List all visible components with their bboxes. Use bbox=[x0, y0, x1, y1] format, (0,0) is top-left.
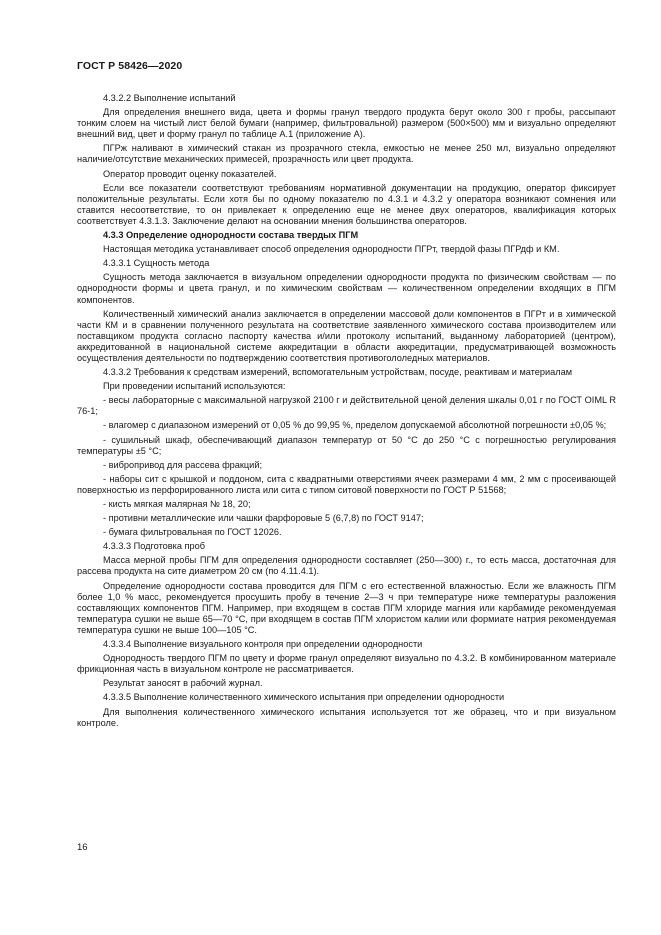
paragraph: Оператор проводит оценку показателей. bbox=[103, 168, 277, 179]
paragraph: Для выполнения количественного химического испытания используется тот же образец, что и при визуальном контроле. bbox=[77, 706, 616, 728]
list-item: - сушильный шкаф, обеспечивающий диапазон температур от 50 °С до 250 °С с погрешностью регулирования температуры ±5 °С; bbox=[77, 434, 616, 456]
standard-header: ГОСТ Р 58426—2020 bbox=[77, 60, 183, 72]
section-heading: 4.3.3.4 Выполнение визуального контроля при определении однородности bbox=[103, 639, 423, 650]
document-body bbox=[77, 93, 616, 732]
section-heading: 4.3.3.5 Выполнение количественного химического испытания при определении однородности bbox=[103, 692, 505, 703]
paragraph: Сущность метода заключается в визуальном определении однородности продукта по физическим свойствам — по однородности формы и цвета гранул, и по химическим свойствам — количественном определении входящих в ПГМ компонентов. bbox=[77, 272, 616, 305]
paragraph: Результат заносят в рабочий журнал. bbox=[103, 678, 263, 689]
list-item: - наборы сит с крышкой и поддоном, сита с квадратными отверстиями ячеек размерами 4 мм, 2 мм с просеивающей поверхностью из перфорированного листа или сита с типом ситовой поверхности по ГОСТ Р 51568; bbox=[77, 473, 616, 495]
paragraph: ПГРж наливают в химический стакан из прозрачного стекла, емкостью не менее 250 мл, визуально определяют наличие/отсутствие механических примесей, прозрачность или цвет продукта. bbox=[77, 143, 616, 165]
paragraph: Масса мерной пробы ПГМ для определения однородности составляет (250—300) г., то есть масса, достаточная для рассева продукта на сите диаметром 20 см (по 4.11.4.1). bbox=[77, 555, 616, 577]
list-item: - вибропривод для рассева фракций; bbox=[103, 459, 263, 470]
list-item: - бумага фильтровальная по ГОСТ 12026. bbox=[103, 527, 282, 538]
paragraph: Для определения внешнего вида, цвета и формы гранул твердого продукта берут около 300 г пробы, рассыпают тонким слоем на чистый лист белой бумаги (например, фильтровальной) размером (500×500) мм и визуально определяют внешний вид, цвет и форму гранул по таблице А.1 (приложение А). bbox=[77, 107, 616, 140]
paragraph: Настоящая методика устанавливает способ определения однородности ПГРт, твердой фазы ПГРдф и КМ. bbox=[103, 244, 560, 255]
paragraph: Однородность твердого ПГМ по цвету и форме гранул определяют визуально по 4.3.2. В комбинированном материале фрикционная часть в визуальном контроле не рассматривается. bbox=[77, 653, 616, 675]
section-heading: 4.3.3.1 Сущность метода bbox=[103, 258, 210, 269]
section-heading: 4.3.3.2 Требования к средствам измерений, вспомогательным устройствам, посуде, реактивам и материалам bbox=[103, 367, 573, 378]
paragraph: Если все показатели соответствуют требованиям нормативной документации на продукцию, оператор фиксирует положительные результаты. Если хотя бы по одному показателю по 4.3.1 и 4.3.2 у оператора возникают сомнения или ставится несоответствие, то он привлекает к определению еще не менее двух операторов, квалификация которых соответствует 4.3.1.3. Заключение делают на основании мнения большинства операторов. bbox=[77, 182, 616, 226]
list-item: - весы лабораторные с максимальной нагрузкой 2100 г и действительной ценой деления шкалы 0,01 г по ГОСТ OIML R 76-1; bbox=[77, 395, 616, 417]
paragraph: При проведении испытаний используются: bbox=[103, 381, 286, 392]
paragraph: Количественный химический анализ заключается в определении массовой доли компонентов в ПГРт и в химической части КМ и в сравнении полученного результата на соответствие заявленного химического состава производителем или поставщиком продукта согласно паспорту качества и/или протоколу испытаний, выданному лабораторией (центром), аккредитованной в национальной системе аккредитации в области аккредитации, предусматривающей возможность осуществления деятельности по подтверждению соответствия противогололедных материалов. bbox=[77, 308, 616, 363]
paragraph: Определение однородности состава проводится для ПГМ с его естественной влажностью. Если же влажность ПГМ более 1,0 % масс, рекомендуется просушить пробу в течение 2—3 ч при температуре ниже температуры разложения составляющих компонентов ПГМ. Например, при входящем в состав ПГМ хлориде магния или карбамиде рекомендуемая температура сушки не выше 65—70 °С, при входящем в состав ПГМ хлористом калии или формиате натрия рекомендуемая температура сушки не выше 100—105 °С. bbox=[77, 580, 616, 635]
section-heading: 4.3.3.3 Подготовка проб bbox=[103, 541, 206, 552]
list-item: - противни металлические или чашки фарфоровые 5 (6,7,8) по ГОСТ 9147; bbox=[103, 513, 424, 524]
list-item: - кисть мягкая малярная № 18, 20; bbox=[103, 499, 251, 509]
section-heading-bold: 4.3.3 Определение однородности состава твердых ПГМ bbox=[103, 230, 359, 241]
section-heading: 4.3.2.2 Выполнение испытаний bbox=[103, 93, 236, 103]
page-number: 16 bbox=[77, 842, 88, 853]
list-item: - влагомер с диапазоном измерений от 0,05 % до 99,95 %, пределом допускаемой абсолютной погрешности ±0,05 %; bbox=[103, 420, 607, 431]
